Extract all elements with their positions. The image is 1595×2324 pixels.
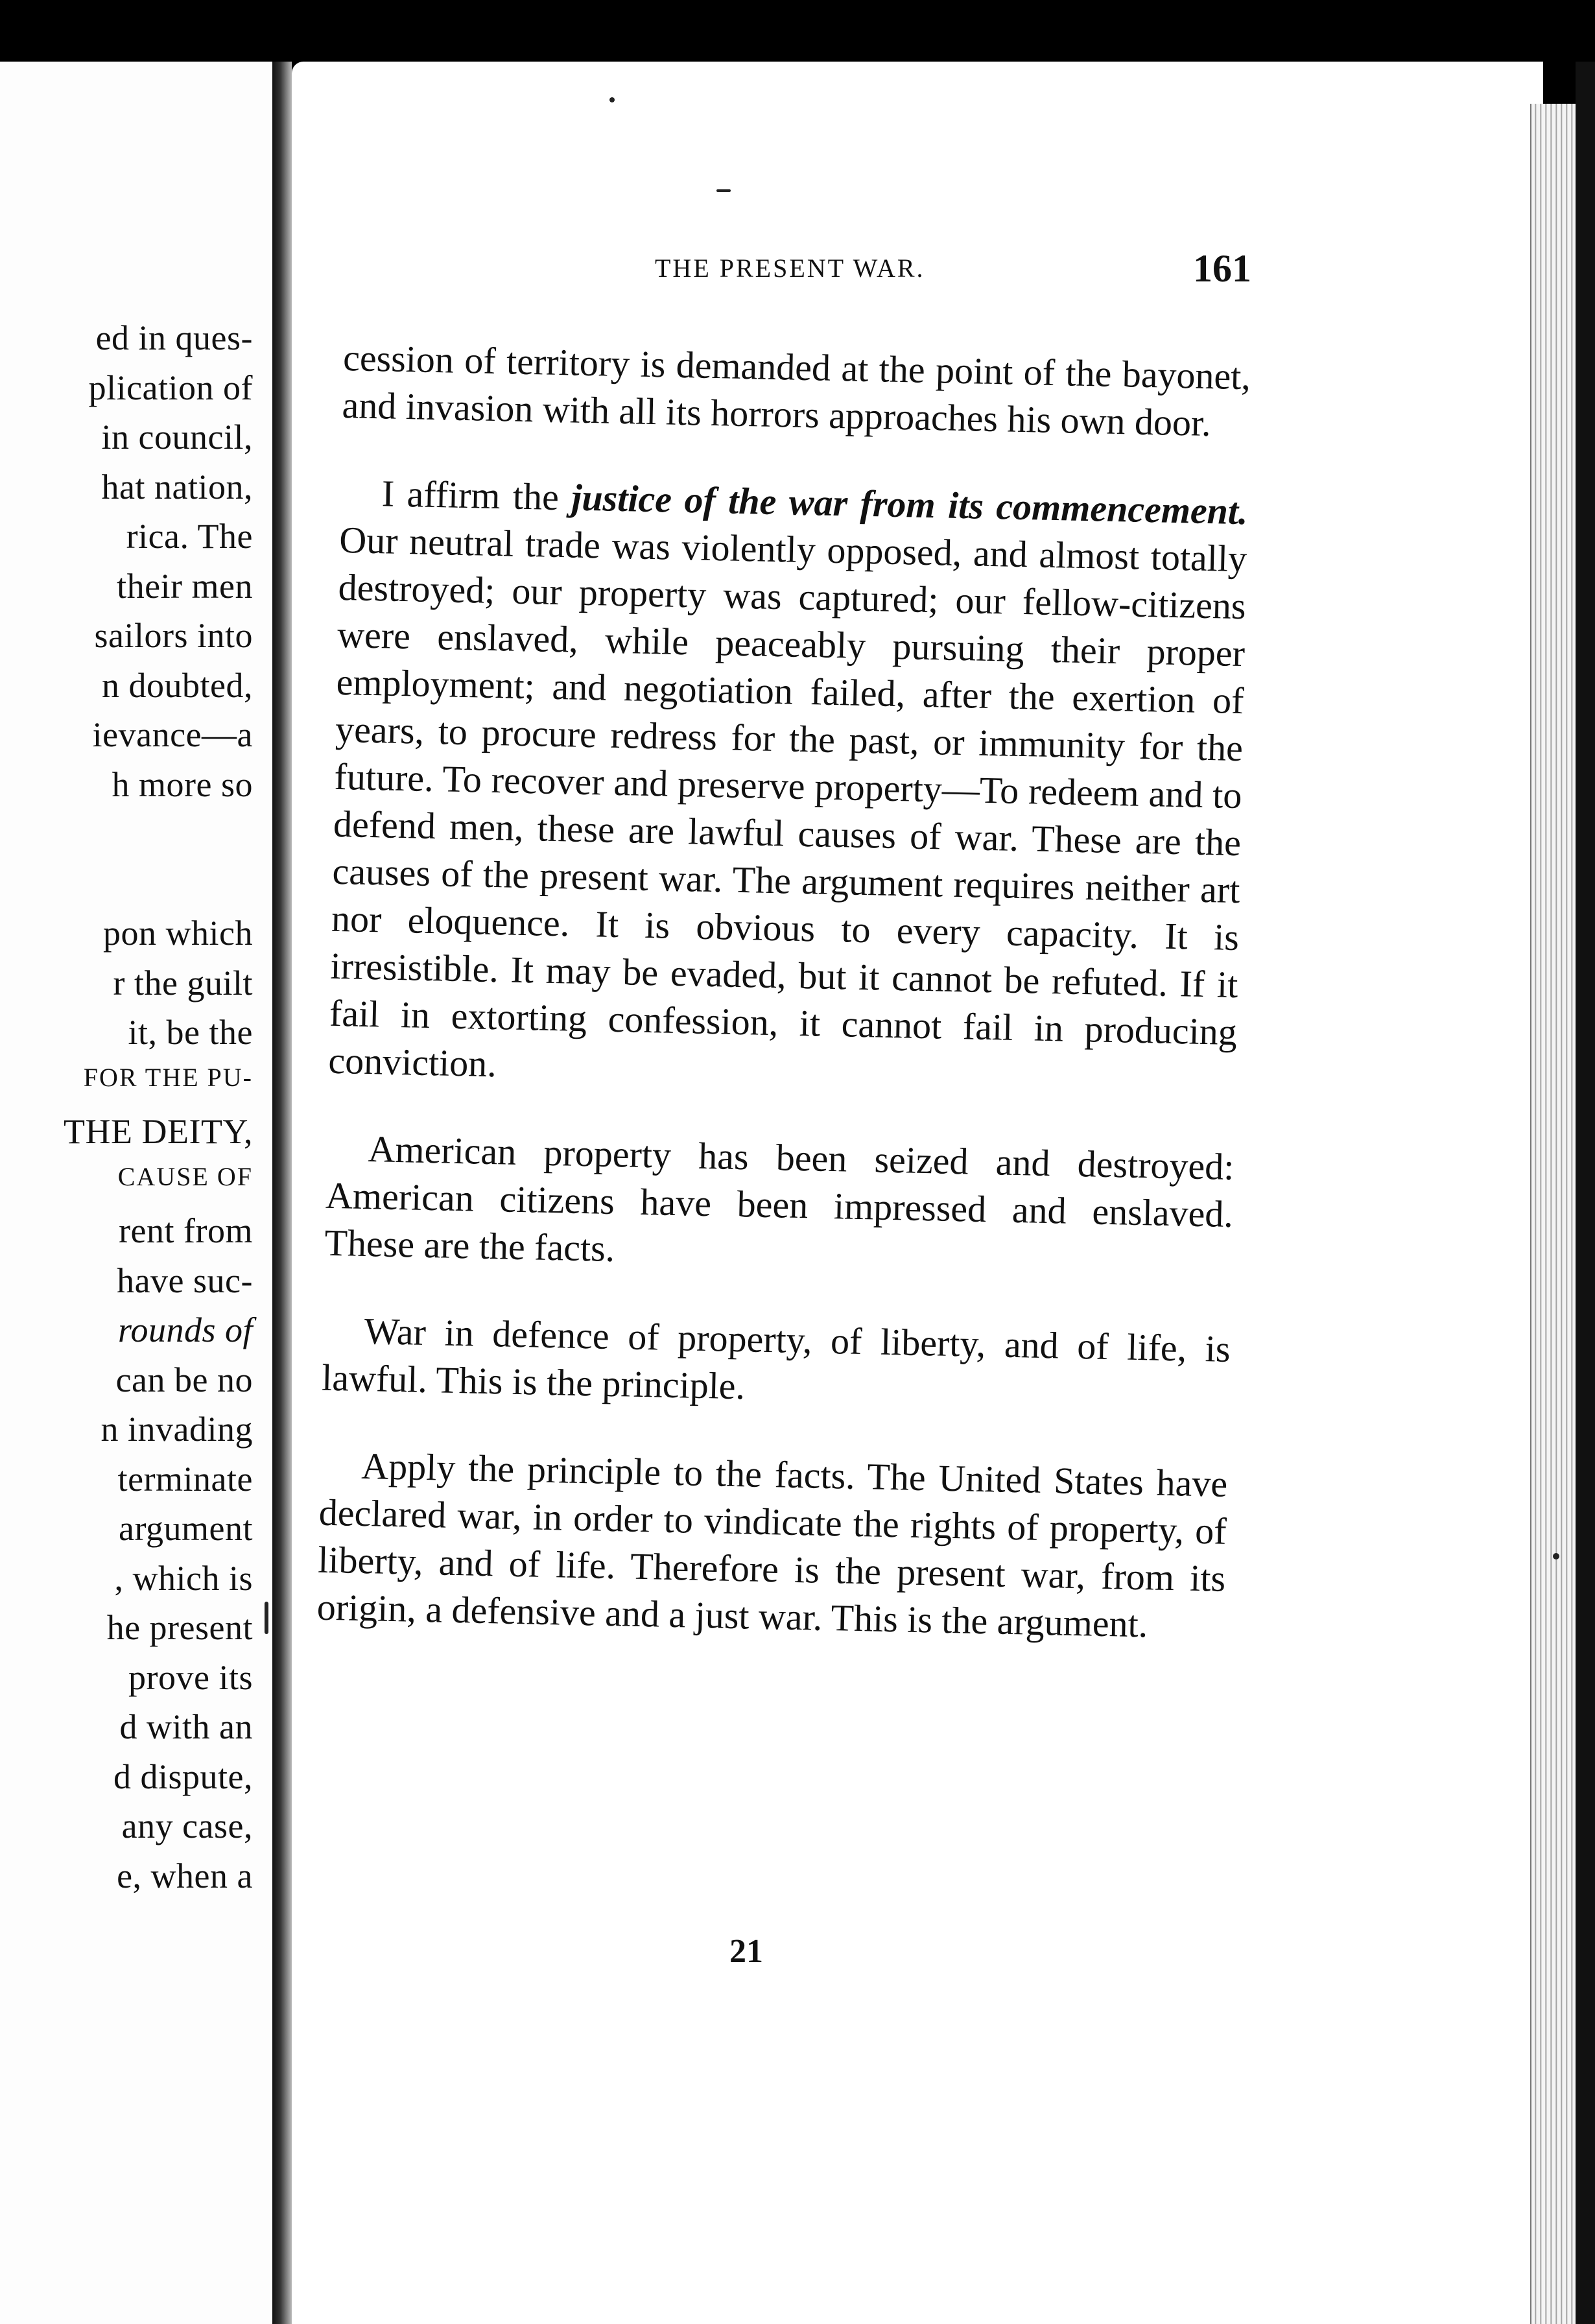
left-page-line: plication of [88, 368, 253, 407]
left-page-line: h more so [112, 765, 253, 804]
left-page-line: pon which [103, 914, 253, 953]
left-page-line: e, when a [117, 1856, 253, 1895]
paragraph-2 [328, 469, 1249, 1103]
body-text [316, 334, 1251, 1690]
paragraph-5: Apply the principle to the facts. The United States have declared war, in order to vindicate the rights of property, of liberty, and of life. Therefore is the present war, from its origin, a defensive and a just war. This is the argument. [316, 1444, 1228, 1646]
left-page-line: in council, [101, 418, 253, 456]
left-page-line: , which is [114, 1558, 253, 1598]
left-page-line: n doubted, [102, 665, 253, 705]
left-page-line: THE DEITY, [64, 1112, 253, 1151]
book-gutter [272, 62, 292, 2324]
dust-speck [265, 1602, 268, 1634]
left-page-line: ed in ques- [95, 318, 253, 357]
left-page-line: terminate [117, 1459, 253, 1499]
scan-border [1576, 62, 1595, 2324]
paragraph-2-rest: Our neutral trade was violently opposed, and almost totally destroyed; our property was captured; our fellow-citizens were enslaved, while peaceably pursuing their proper employment; and negotiation failed, after the exertion of years, to procure redress for the past, or immunity for the future. To recover and preserve property—To redeem and to defend men, these are lawful causes of war. These are the causes of the present war. The argument requires neither art nor eloquence. It is obvious to every capacity. It is irresistible. It may be evaded, but it cannot be refuted. If it fail in extorting confession, it cannot fail in producing conviction. [327, 518, 1247, 1085]
left-page-line: have suc- [117, 1261, 253, 1300]
left-page-line: any case, [121, 1807, 253, 1845]
left-page-line: argument [119, 1509, 253, 1548]
left-page-line: rica. The [126, 517, 253, 556]
left-page-line: he present [106, 1608, 253, 1647]
paragraph-3: American property has been seized and destroyed: American citizens have been impressed and enslaved. These are the facts. [324, 1128, 1235, 1270]
paragraph-2-italic: justice of the war from its commencement. [571, 476, 1249, 533]
left-page-line: rounds of [117, 1310, 253, 1349]
dust-speck [1553, 1553, 1559, 1559]
left-page-line: d with an [119, 1707, 253, 1746]
left-page-line: d dispute, [113, 1757, 253, 1796]
dust-speck [716, 189, 731, 192]
paragraph-2-lead: I affirm the [381, 472, 560, 518]
left-page-line: ievance—a [92, 715, 253, 754]
left-page-line: their men [117, 566, 253, 606]
left-page-line: hat nation, [101, 467, 253, 506]
left-page-line: it, be the [128, 1013, 253, 1052]
left-page-line: n invading [100, 1410, 253, 1449]
dust-speck [609, 97, 615, 102]
left-page-line: rent from [119, 1211, 253, 1250]
left-page-line: CAUSE OF [117, 1161, 253, 1191]
paragraph-1: cession of territory is demanded at the point of the bayonet, and invasion with all its horrors approaches his own door. [342, 336, 1251, 445]
left-page-line: r the guilt [113, 963, 253, 1002]
left-page-line: can be no [115, 1360, 253, 1399]
left-page-line: FOR THE PU- [83, 1062, 253, 1092]
left-page-line: prove its [128, 1657, 253, 1697]
page-number: 161 [1193, 247, 1251, 290]
signature-mark: 21 [729, 1933, 763, 1970]
left-page-fragment [0, 62, 275, 2324]
paragraph-4: War in defence of property, of liberty, and of life, is lawful. This is the principle. [321, 1310, 1231, 1408]
left-page-line: sailors into [94, 616, 253, 655]
running-head: THE PRESENT WAR. [655, 254, 925, 283]
